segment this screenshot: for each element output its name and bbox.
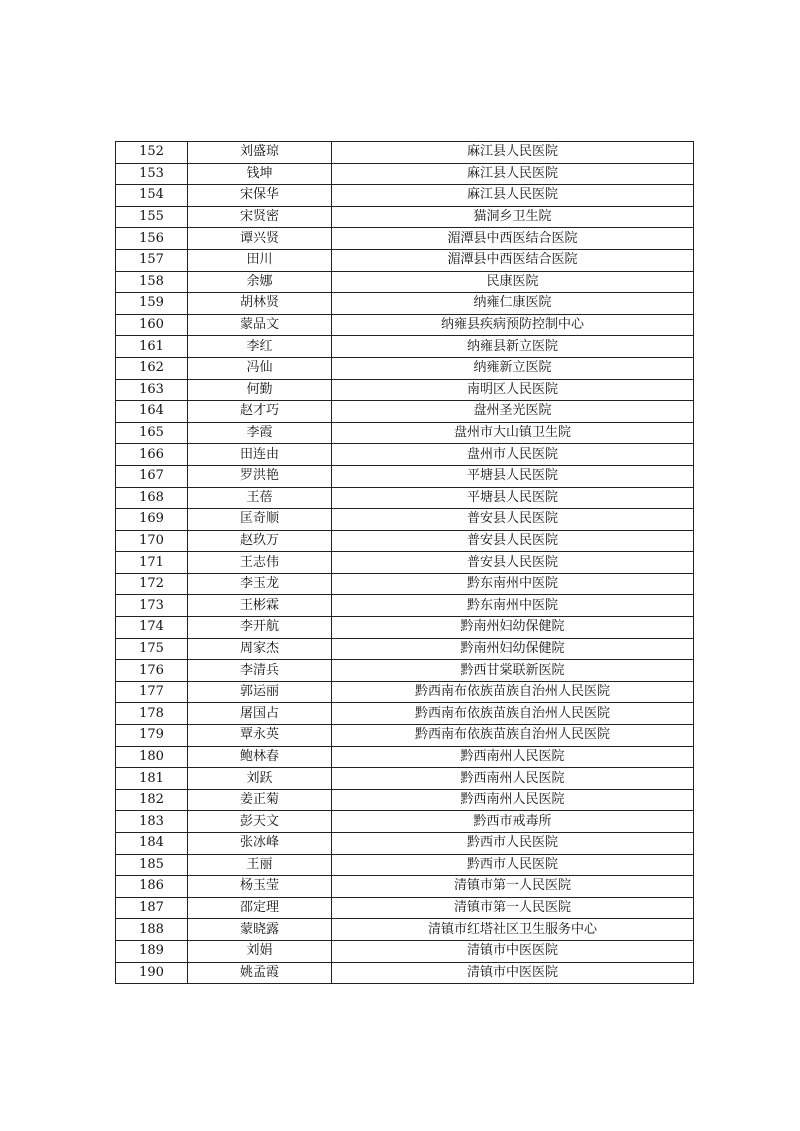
row-number-cell: 174 [116, 617, 188, 639]
table-row [116, 725, 694, 747]
work-unit-cell: 黔西南州人民医院 [332, 768, 694, 790]
person-name-cell: 覃永英 [188, 725, 332, 747]
table-row [116, 768, 694, 790]
work-unit-cell: 清镇市第一人民医院 [332, 876, 694, 898]
row-number-cell: 164 [116, 401, 188, 423]
row-number-cell: 155 [116, 206, 188, 228]
work-unit-cell: 麻江县人民医院 [332, 185, 694, 207]
table-row [116, 401, 694, 423]
table-row [116, 163, 694, 185]
person-name-cell: 谭兴贤 [188, 228, 332, 250]
work-unit-cell: 普安县人民医院 [332, 509, 694, 531]
row-number-cell: 161 [116, 336, 188, 358]
person-name-cell: 屠国占 [188, 703, 332, 725]
table-row [116, 509, 694, 531]
work-unit-cell: 湄潭县中西医结合医院 [332, 228, 694, 250]
person-name-cell: 田川 [188, 249, 332, 271]
table-row [116, 746, 694, 768]
person-name-cell: 赵玖万 [188, 530, 332, 552]
person-name-cell: 彭天文 [188, 811, 332, 833]
work-unit-cell: 清镇市中医医院 [332, 962, 694, 984]
table-row [116, 206, 694, 228]
person-name-cell: 李红 [188, 336, 332, 358]
table-row [116, 357, 694, 379]
row-number-cell: 178 [116, 703, 188, 725]
table-row [116, 681, 694, 703]
person-name-cell: 余娜 [188, 271, 332, 293]
row-number-cell: 152 [116, 142, 188, 164]
person-name-cell: 王丽 [188, 854, 332, 876]
person-name-cell: 刘娟 [188, 940, 332, 962]
row-number-cell: 167 [116, 465, 188, 487]
work-unit-cell: 黔南州妇幼保健院 [332, 617, 694, 639]
table-row [116, 487, 694, 509]
person-name-cell: 蒙晓露 [188, 919, 332, 941]
work-unit-cell: 普安县人民医院 [332, 530, 694, 552]
row-number-cell: 168 [116, 487, 188, 509]
work-unit-cell: 纳雍县新立医院 [332, 336, 694, 358]
table-row [116, 314, 694, 336]
row-number-cell: 171 [116, 552, 188, 574]
work-unit-cell: 南明区人民医院 [332, 379, 694, 401]
person-name-cell: 李玉龙 [188, 573, 332, 595]
work-unit-cell: 纳雍县疾病预防控制中心 [332, 314, 694, 336]
person-name-cell: 李霞 [188, 422, 332, 444]
table-row [116, 379, 694, 401]
work-unit-cell: 麻江县人民医院 [332, 163, 694, 185]
work-unit-cell: 民康医院 [332, 271, 694, 293]
person-name-cell: 李开航 [188, 617, 332, 639]
table-row [116, 876, 694, 898]
table-row [116, 962, 694, 984]
row-number-cell: 173 [116, 595, 188, 617]
person-name-cell: 钱坤 [188, 163, 332, 185]
table-row [116, 638, 694, 660]
work-unit-cell: 盘州市大山镇卫生院 [332, 422, 694, 444]
table-row [116, 573, 694, 595]
roster-table-body [116, 142, 694, 984]
table-row [116, 185, 694, 207]
table-row [116, 789, 694, 811]
row-number-cell: 154 [116, 185, 188, 207]
row-number-cell: 162 [116, 357, 188, 379]
row-number-cell: 156 [116, 228, 188, 250]
row-number-cell: 163 [116, 379, 188, 401]
work-unit-cell: 普安县人民医院 [332, 552, 694, 574]
row-number-cell: 169 [116, 509, 188, 531]
row-number-cell: 175 [116, 638, 188, 660]
row-number-cell: 159 [116, 293, 188, 315]
person-name-cell: 刘盛琼 [188, 142, 332, 164]
table-row [116, 940, 694, 962]
row-number-cell: 181 [116, 768, 188, 790]
table-row [116, 811, 694, 833]
table-row [116, 142, 694, 164]
work-unit-cell: 黔西市人民医院 [332, 854, 694, 876]
row-number-cell: 184 [116, 833, 188, 855]
person-name-cell: 宋贤密 [188, 206, 332, 228]
person-name-cell: 王彬霖 [188, 595, 332, 617]
work-unit-cell: 麻江县人民医院 [332, 142, 694, 164]
work-unit-cell: 纳雍仁康医院 [332, 293, 694, 315]
work-unit-cell: 猫洞乡卫生院 [332, 206, 694, 228]
person-name-cell: 郭运丽 [188, 681, 332, 703]
row-number-cell: 166 [116, 444, 188, 466]
table-row [116, 552, 694, 574]
person-name-cell: 蒙品文 [188, 314, 332, 336]
row-number-cell: 188 [116, 919, 188, 941]
person-name-cell: 胡林贤 [188, 293, 332, 315]
work-unit-cell: 黔西市戒毒所 [332, 811, 694, 833]
work-unit-cell: 平塘县人民医院 [332, 465, 694, 487]
person-name-cell: 张冰峰 [188, 833, 332, 855]
table-row [116, 293, 694, 315]
row-number-cell: 160 [116, 314, 188, 336]
person-name-cell: 姜正菊 [188, 789, 332, 811]
person-name-cell: 邵定理 [188, 897, 332, 919]
row-number-cell: 172 [116, 573, 188, 595]
person-name-cell: 李清兵 [188, 660, 332, 682]
work-unit-cell: 黔东南州中医院 [332, 595, 694, 617]
person-name-cell: 王蓓 [188, 487, 332, 509]
row-number-cell: 170 [116, 530, 188, 552]
work-unit-cell: 黔西南布依族苗族自治州人民医院 [332, 703, 694, 725]
work-unit-cell: 黔南州妇幼保健院 [332, 638, 694, 660]
work-unit-cell: 黔西甘棠联新医院 [332, 660, 694, 682]
person-name-cell: 姚孟霞 [188, 962, 332, 984]
table-row [116, 271, 694, 293]
row-number-cell: 153 [116, 163, 188, 185]
person-name-cell: 王志伟 [188, 552, 332, 574]
work-unit-cell: 黔西市人民医院 [332, 833, 694, 855]
work-unit-cell: 清镇市中医医院 [332, 940, 694, 962]
person-name-cell: 罗洪艳 [188, 465, 332, 487]
table-row [116, 919, 694, 941]
row-number-cell: 165 [116, 422, 188, 444]
table-row [116, 444, 694, 466]
row-number-cell: 190 [116, 962, 188, 984]
row-number-cell: 180 [116, 746, 188, 768]
row-number-cell: 177 [116, 681, 188, 703]
work-unit-cell: 黔西南布依族苗族自治州人民医院 [332, 681, 694, 703]
person-name-cell: 冯仙 [188, 357, 332, 379]
person-name-cell: 刘跃 [188, 768, 332, 790]
row-number-cell: 158 [116, 271, 188, 293]
row-number-cell: 187 [116, 897, 188, 919]
work-unit-cell: 黔西南布依族苗族自治州人民医院 [332, 725, 694, 747]
person-name-cell: 赵才巧 [188, 401, 332, 423]
table-row [116, 530, 694, 552]
work-unit-cell: 盘州圣光医院 [332, 401, 694, 423]
table-row [116, 833, 694, 855]
work-unit-cell: 湄潭县中西医结合医院 [332, 249, 694, 271]
person-name-cell: 杨玉莹 [188, 876, 332, 898]
work-unit-cell: 纳雍新立医院 [332, 357, 694, 379]
table-row [116, 228, 694, 250]
person-name-cell: 田连由 [188, 444, 332, 466]
table-row [116, 897, 694, 919]
table-row [116, 465, 694, 487]
table-row [116, 854, 694, 876]
row-number-cell: 179 [116, 725, 188, 747]
person-name-cell: 周家杰 [188, 638, 332, 660]
work-unit-cell: 清镇市红塔社区卫生服务中心 [332, 919, 694, 941]
person-name-cell: 匡奇顺 [188, 509, 332, 531]
row-number-cell: 186 [116, 876, 188, 898]
row-number-cell: 185 [116, 854, 188, 876]
row-number-cell: 183 [116, 811, 188, 833]
table-row [116, 660, 694, 682]
table-row [116, 617, 694, 639]
row-number-cell: 182 [116, 789, 188, 811]
roster-table [115, 141, 694, 984]
table-row [116, 595, 694, 617]
person-name-cell: 鲍林春 [188, 746, 332, 768]
work-unit-cell: 盘州市人民医院 [332, 444, 694, 466]
person-name-cell: 何勤 [188, 379, 332, 401]
row-number-cell: 157 [116, 249, 188, 271]
row-number-cell: 176 [116, 660, 188, 682]
table-row [116, 249, 694, 271]
row-number-cell: 189 [116, 940, 188, 962]
work-unit-cell: 清镇市第一人民医院 [332, 897, 694, 919]
table-row [116, 703, 694, 725]
person-name-cell: 宋保华 [188, 185, 332, 207]
work-unit-cell: 黔西南州人民医院 [332, 746, 694, 768]
work-unit-cell: 黔东南州中医院 [332, 573, 694, 595]
table-row [116, 422, 694, 444]
work-unit-cell: 平塘县人民医院 [332, 487, 694, 509]
table-row [116, 336, 694, 358]
work-unit-cell: 黔西南州人民医院 [332, 789, 694, 811]
